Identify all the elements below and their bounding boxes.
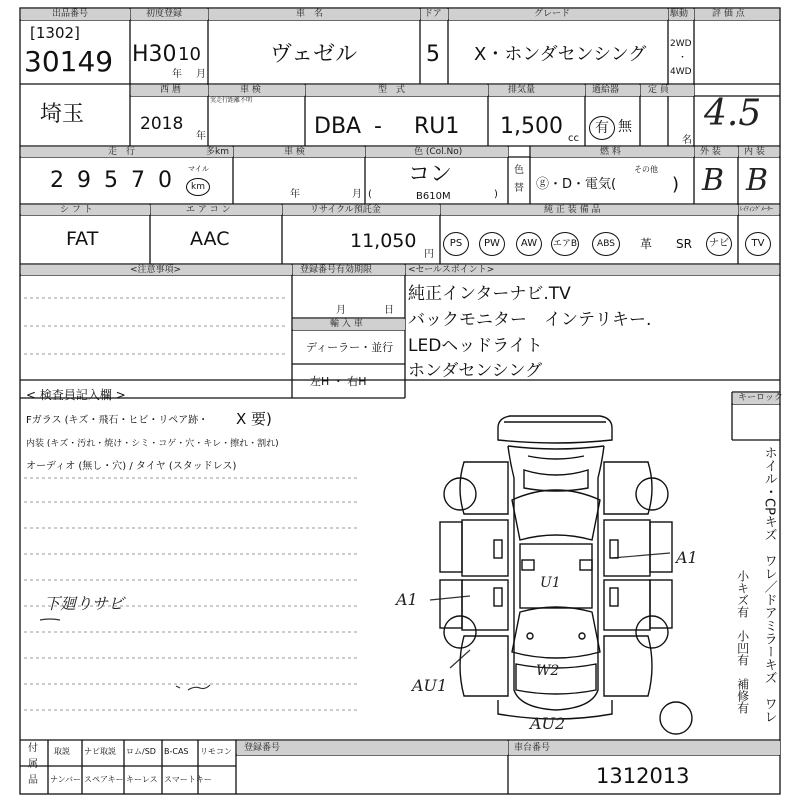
score-label: 評 価 点 (712, 9, 745, 19)
recycle-value: 11,050 (350, 230, 417, 252)
side-note-wheels-mirrors: ホイル・CPキズ ワレ／ドアミラーキズ ワレ (761, 446, 777, 723)
drive-4wd: 4WD (670, 67, 692, 77)
color-label: 色 (Col.No) (414, 147, 463, 157)
sales-point-2: バックモニター インテリキー. (408, 310, 652, 330)
color-code: B610M (416, 191, 451, 202)
sales-points-label: <セールスポイント> (408, 265, 495, 275)
fuel-other: その他 (634, 165, 658, 174)
lot-number-label: 出品番号 (52, 9, 89, 19)
shift-label: シ フ ト (60, 205, 93, 215)
fuel-close: ) (672, 174, 680, 195)
keyless-label: キーロック (738, 393, 783, 403)
car-diagram (440, 416, 692, 734)
accessory-plate: ナンバー (50, 775, 82, 784)
region-value: 埼玉 (40, 102, 85, 127)
inspection-due-label: 登録番号有効期限 (300, 265, 373, 275)
model-label: 型 式 (378, 85, 406, 95)
shaken-label: 車 検 (284, 147, 305, 157)
mileage-digit-1: 2 (50, 168, 64, 193)
mark-a1-left: A1 (396, 590, 418, 609)
shaken-month-unit: 月 (352, 189, 362, 200)
month-unit: 月 (196, 69, 206, 80)
mark-u1: U1 (540, 575, 561, 591)
due-month-unit: 月 (336, 305, 346, 316)
capacity-label: 定 員 (648, 85, 669, 95)
door-label: ドア (424, 9, 442, 19)
equipment-label: 純 正 装 備 品 (544, 205, 601, 215)
displacement-label: 排気量 (508, 85, 536, 95)
door-count: 5 (426, 42, 440, 67)
inspection-label: 車 検 (240, 85, 261, 95)
western-year: 2018 (140, 114, 184, 134)
sales-point-4: ホンダセンシング (408, 361, 543, 381)
sales-point-1: 純正インターナビ.TV (408, 284, 571, 304)
equipment-aw: AW (516, 232, 542, 256)
accessories-label-2: 属 (28, 759, 38, 770)
mileage-label: 走 行 (108, 147, 136, 157)
accessory-spare-key: スペアキー (84, 775, 124, 784)
car-name-label: 車 名 (296, 9, 324, 19)
interior-condition-line: 内装 (キズ・汚れ・焼け・シミ・コゲ・穴・キレ・擦れ・割れ) (26, 439, 279, 449)
year-unit: 年 (172, 69, 182, 80)
registration-era: H30 (132, 42, 177, 67)
mileage-digit-3: 5 (104, 168, 118, 193)
drive-dot: ・ (678, 53, 688, 63)
model-dash: - (374, 114, 382, 139)
shift-value: FAT (66, 228, 99, 250)
model-prefix: DBA (314, 114, 362, 139)
color-change-label-1: 色 (514, 165, 524, 176)
audio-tire-line: オーディオ (無し・穴) / タイヤ (スタッドレス) (26, 461, 237, 472)
color-paren-open: ( (368, 189, 372, 200)
model-code: RU1 (414, 114, 460, 139)
shaken-year-unit: 年 (290, 189, 300, 200)
grade-value: X・ホンダセンシング (474, 44, 647, 65)
chassis-number: 1312013 (596, 764, 690, 788)
fuel-label: 燃 料 (600, 147, 621, 157)
turbo-no: 無 (618, 119, 632, 135)
ac-label: エ ア コ ン (186, 205, 231, 215)
registration-month: 10 (178, 44, 201, 65)
cc-unit: cc (568, 133, 579, 144)
recycle-label: リサイクル預託金 (310, 205, 381, 215)
mark-w2: W2 (536, 663, 560, 679)
equipment-navi: ナビ (706, 232, 732, 256)
mark-au2: AU2 (530, 714, 566, 733)
inspection-sub-label: 実走行距離不明 (210, 97, 253, 104)
accessories-label-3: 品 (28, 775, 38, 786)
fuel-options: ⓖ・D・電気( (536, 177, 617, 192)
color-paren-close: ) (494, 189, 498, 200)
mileage-digit-4: 7 (131, 168, 145, 193)
western-year-unit: 年 (196, 131, 206, 142)
interior-grade: B (746, 163, 769, 198)
side-note-damage-types: 小キズ有 小凹有 補修有 (735, 570, 750, 714)
import-label: 輸 入 車 (330, 319, 363, 329)
equipment-pw: PW (479, 232, 505, 256)
drive-2wd: 2WD (670, 39, 692, 49)
turbo-label: 過給器 (592, 85, 620, 95)
rating-label: ﾚｲﾃｨﾝｸﾞﾒｰﾀｰ (740, 206, 774, 213)
equipment-airbag: エアB (551, 232, 579, 256)
exterior-label: 外 装 (700, 147, 721, 157)
lot-number: 30149 (24, 45, 114, 78)
accessories-label-1: 付 (28, 743, 38, 754)
accessory-bcas: B-CAS (164, 747, 189, 756)
mark-au1: AU1 (412, 676, 448, 695)
drive-label: 駆動 (670, 9, 689, 19)
displacement-value: 1,500 (500, 114, 563, 139)
western-year-label: 西 暦 (160, 85, 181, 95)
sales-point-3: LEDヘッドライト (408, 336, 543, 356)
capacity-unit: 名 (682, 135, 692, 146)
handwritten-underbody-note: 下廻りサビ (44, 594, 125, 613)
hand-option: 左H ・ 右H (310, 375, 367, 388)
mile-unit: マイル (188, 165, 209, 173)
score-value: 4.5 (704, 93, 762, 134)
accessory-manual: 取説 (54, 747, 70, 756)
equipment-abs: ABS (592, 232, 620, 256)
km-unit-circled: km (186, 178, 210, 196)
accessory-keyless: キーレス (126, 775, 158, 784)
chassis-number-label: 車台番号 (514, 743, 551, 753)
exterior-grade: B (702, 163, 725, 198)
accessory-remote: リモコン (200, 747, 232, 756)
yen-unit: 円 (424, 249, 434, 260)
first-registration-label: 初度登録 (146, 9, 183, 19)
equipment-leather: 革 (640, 237, 653, 251)
accessory-rom-sd: ロム/SD (126, 747, 156, 756)
equipment-sr: SR (676, 237, 692, 251)
interior-label: 内 装 (744, 147, 765, 157)
equipment-ps: PS (443, 232, 469, 256)
accessory-navi-manual: ナビ取説 (84, 747, 116, 756)
mileage-digit-2: 9 (77, 168, 91, 193)
ac-value: AAC (190, 228, 230, 250)
equipment-tv: TV (745, 232, 771, 256)
registration-number-label: 登録番号 (244, 743, 281, 753)
grade-label: グレード (534, 9, 571, 19)
lot-bracket: [1302] (30, 24, 80, 42)
notes-label: <注意事項> (130, 265, 182, 275)
color-change-label-2: 替 (514, 183, 524, 194)
color-value: コン (408, 162, 453, 187)
due-day-unit: 日 (384, 305, 394, 316)
km-label: 多km (206, 147, 229, 157)
glass-mark: X 要) (236, 410, 272, 428)
mark-a1-right: A1 (676, 548, 698, 567)
car-name: ヴェゼル (270, 42, 358, 67)
mileage-digit-5: 0 (158, 168, 172, 193)
glass-line: Fガラス (キズ・飛石・ヒビ・リペア跡・ (26, 415, 209, 426)
turbo-yes-circled: 有 (589, 116, 615, 140)
accessory-smart-key: スマートキー (164, 775, 212, 784)
inspector-section-label: < 検査員記入欄 > (26, 388, 126, 402)
dealer-option: ディーラー・並行 (306, 341, 394, 354)
